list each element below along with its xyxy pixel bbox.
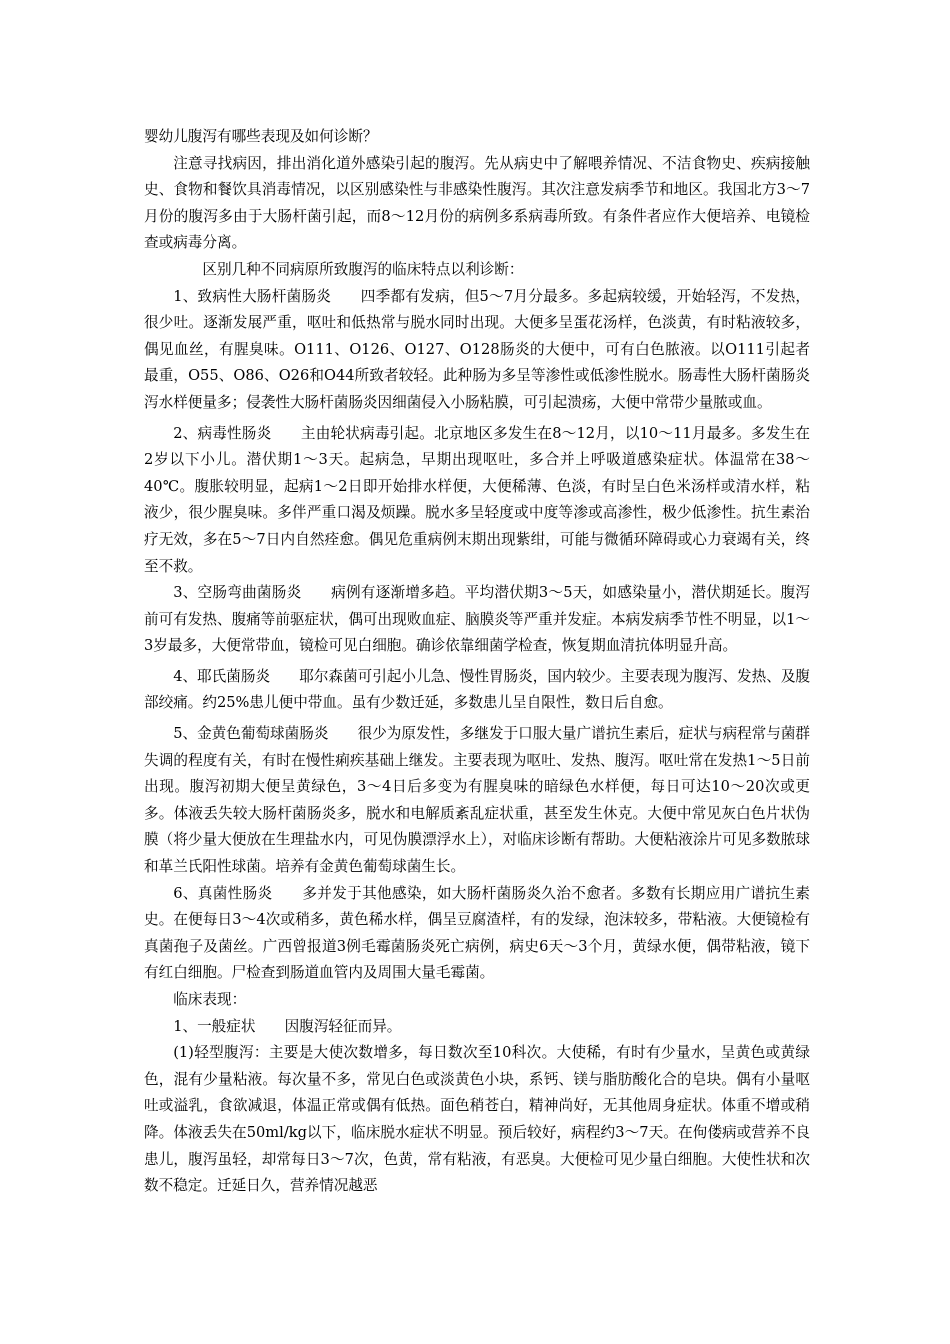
paragraph-general-symptoms: 1、一般症状 因腹泻轻征而异。 — [173, 1017, 402, 1035]
paragraph-ecoli-enteritis: 1、致病性大肠杆菌肠炎 四季都有发病，但5～7月分最多。多起病较缓，开始轻泻，不发热，很少吐。逐渐发展严重，呕吐和低热常与脱水同时出现。大便多呈蛋花汤样，色淡黄，有时粘液较多，偶见血丝，有腥臭味。O111、O126、O127、O128肠炎的大便中，可有白色脓液。以O111引起者最重，O55、O86、O26和O44所致者较轻。此种肠为多呈等渗性或低渗性脱水。肠毒性大肠杆菌肠炎泻水样便量多；侵袭性大肠杆菌肠炎因细菌侵入小肠粘膜，可引起溃疡，大便中常带少量脓或血。 — [144, 287, 810, 411]
paragraph-campylobacter-enteritis: 3、空肠弯曲菌肠炎 病例有逐渐增多趋。平均潜伏期3～5天，如感染量小，潜伏期延长。腹泻前可有发热、腹痛等前驱症状，偶可出现败血症、脑膜炎等严重并发症。本病发病季节性不明显，以1～3岁最多，大便常带血，镜检可见白细胞。确诊依靠细菌学检查，恢复期血清抗体明显升高。 — [144, 584, 811, 655]
paragraph-diagnosis-intro: 注意寻找病因，排出消化道外感染引起的腹泻。先从病史中了解喂养情况、不洁食物史、疾病接触史、食物和餐饮具消毒情况，以区别感染性与非感染性腹泻。其次注意发病季节和地区。我国北方3～7月份的腹泻多由于大肠杆菌引起，而8～12月份的病例多系病毒所致。有条件者应作大便培养、电镜检查或病毒分离。 — [144, 154, 810, 252]
paragraph-staphylococcal-enteritis: 5、金黄色葡萄球菌肠炎 很少为原发性，多继发于口服大量广谱抗生素后，症状与病程常与菌群失调的程度有关，有时在慢性痢疾基础上继发。主要表现为呕吐、发热、腹泻。呕吐常在发热1～5日前出现。腹泻初期大便呈黄绿色，3～4日后多变为有腥臭味的暗绿色水样便，每日可达10～20次或更多。体液丢失较大肠杆菌肠炎多，脱水和电解质紊乱症状重，甚至发生休克。大便中常见灰白色片状伪膜（将少量大便放在生理盐水内，可见伪膜漂浮水上），对临床诊断有帮助。大便粘液涂片可见多数脓球和革兰氏阳性球菌。培养有金黄色葡萄球菌生长。 — [144, 725, 811, 876]
paragraph-differential-heading: 区别几种不同病原所致腹泻的临床特点以利诊断： — [202, 260, 524, 278]
paragraph-yersinia-enteritis: 4、耶氏菌肠炎 耶尔森菌可引起小儿急、慢性胃肠炎，国内较少。主要表现为腹泻、发热、及腹部绞痛。约25%患儿便中带血。虽有少数迁延，多数患儿呈自限性，数日后自愈。 — [144, 667, 811, 712]
paragraph-clinical-heading: 临床表现： — [173, 991, 247, 1008]
paragraph-mild-diarrhea: (1)轻型腹泻：主要是大使次数增多，每日数次至10科次。大使稀，有时有少量水，呈黄色或黄绿色，混有少量粘液。每次量不多，常见白色或淡黄色小块，系钙、镁与脂肪酸化合的皂块。偶有小量呕吐或溢乳，食欲减退，体温正常或偶有低热。面色稍苍白，精神尚好，无其他周身症状。体重不增或稍降。体液丢失在50ml/kg以下，临床脱水症状不明显。预后较好，病程约3～7天。在佝偻病或营养不良患儿，腹泻虽轻，却常每日3～7次，色黄，常有粘液，有恶臭。大便检可见少量白细胞。大使性状和次数不稳定。迁延日久，营养情况越恶 — [144, 1044, 810, 1195]
paragraph-viral-enteritis: 2、病毒性肠炎 主由轮状病毒引起。北京地区多发生在8～12月，以10～11月最多。多发生在2岁以下小儿。潜伏期1～3天。起病急，早期出现呕吐，多合并上呼吸道感染症状。体温常在38～40℃。腹胀较明显，起病1～2日即开始排水样便，大便稀薄、色淡，有时呈白色米汤样或清水样，粘液少，很少腥臭味。多伴严重口渴及烦躁。脱水多呈轻度或中度等渗或高渗性，极少低渗性。抗生素治疗无效，多在5～7日内自然痊愈。偶见危重病例末期出现紫绀，可能与微循环障碍或心力衰竭有关，终至不救。 — [144, 424, 810, 575]
document-page — [144, 124, 810, 1200]
paragraph-fungal-enteritis: 6、真菌性肠炎 多并发于其他感染，如大肠杆菌肠炎久治不愈者。多数有长期应用广谱抗生素史。在便每日3～4次或稍多，黄色稀水样，偶呈豆腐渣样，有的发绿，泡沫较多，带粘液。大便镜检有真菌孢子及菌丝。广西曾报道3例毛霉菌肠炎死亡病例，病史6天～3个月，黄绿水便，偶带粘液，镜下有红白细胞。尸检查到肠道血管内及周围大量毛霉菌。 — [144, 884, 810, 982]
document-title: 婴幼儿腹泻有哪些表现及如何诊断？ — [144, 128, 378, 145]
